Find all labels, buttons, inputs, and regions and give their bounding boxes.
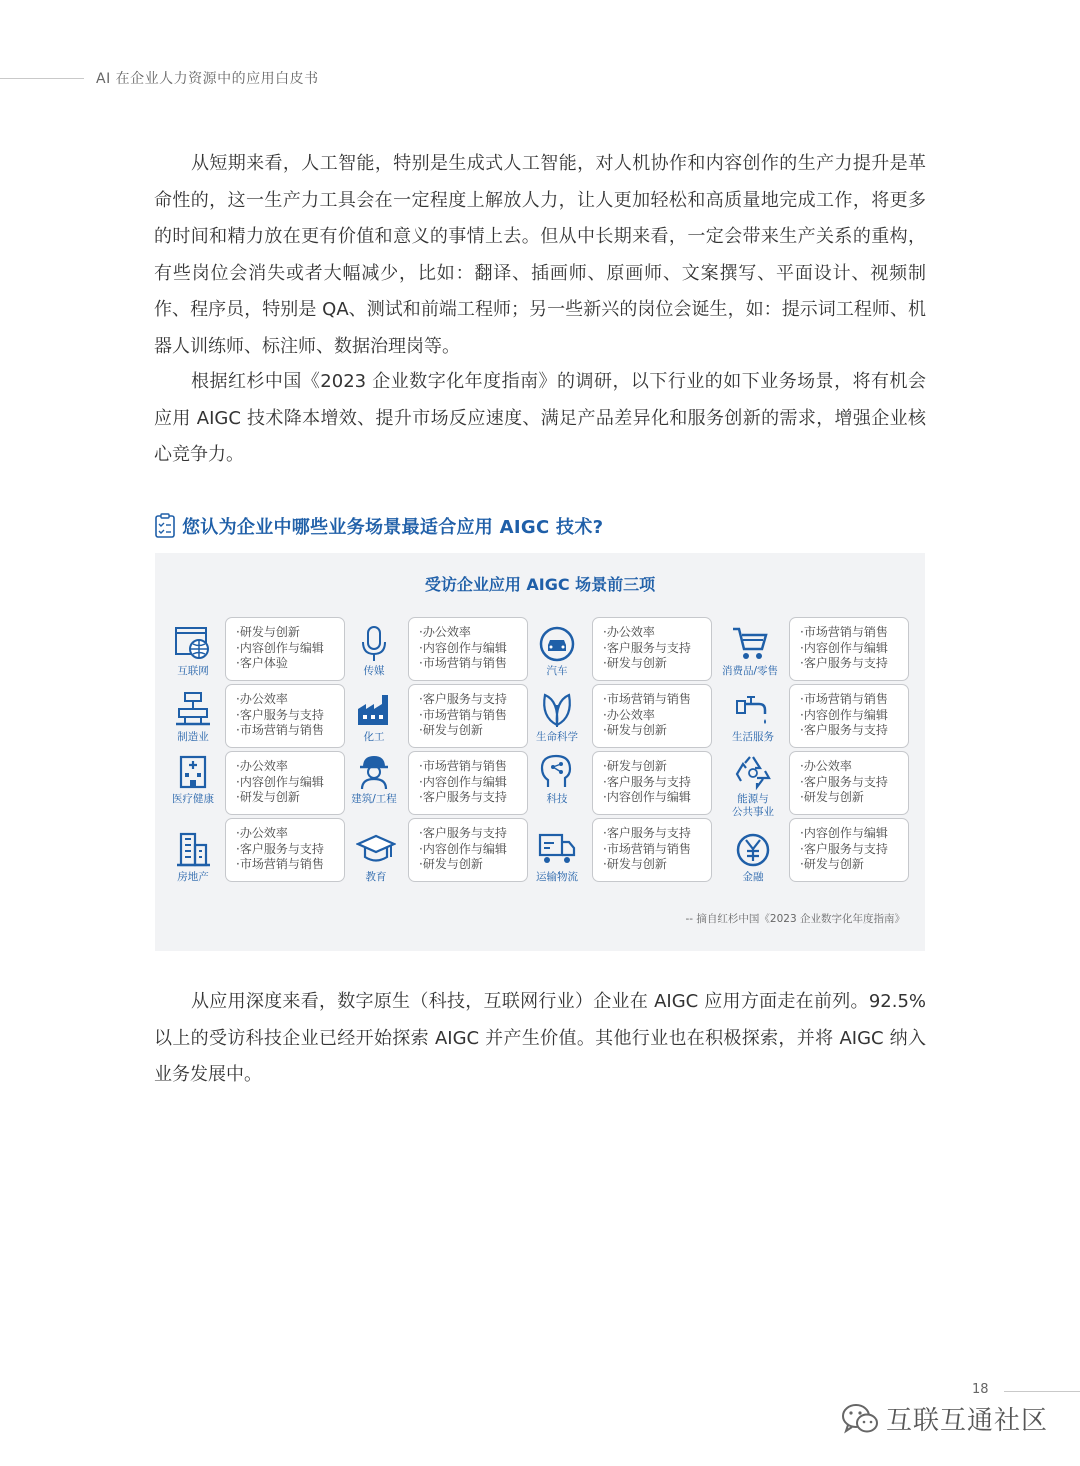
running-header: AI 在企业人力资源中的应用白皮书 xyxy=(96,71,319,87)
scenario-item: ·客户服务与支持 xyxy=(236,707,324,722)
scenario-item: ·市场营销与销售 xyxy=(419,707,507,722)
scenario-item: ·市场营销与销售 xyxy=(419,656,507,670)
scenario-item: ·研发与创新 xyxy=(603,759,667,773)
yen-coin-icon xyxy=(733,831,773,869)
scenario-item: ·研发与创新 xyxy=(419,857,483,871)
leaf-icon xyxy=(537,691,577,729)
scenario-box xyxy=(592,751,712,815)
scenario-item: ·内容创作与编辑 xyxy=(236,640,324,655)
scenario-box xyxy=(225,818,345,882)
scenario-item: ·客户服务与支持 xyxy=(800,656,888,670)
industry-logistics xyxy=(527,831,587,884)
industry-internet xyxy=(163,625,223,678)
industry-label: 生活服务 xyxy=(732,731,774,743)
watermark xyxy=(840,1400,1048,1437)
scenario-item: ·客户体验 xyxy=(236,656,288,670)
scenario-item: ·办公效率 xyxy=(419,625,471,639)
industry-consumer-retail xyxy=(720,625,780,678)
industry-label: 制造业 xyxy=(177,731,209,743)
scenario-item: ·客户服务与支持 xyxy=(800,774,888,789)
industry-label: 消费品/零售 xyxy=(721,665,779,677)
scenario-item: ·市场营销与销售 xyxy=(236,857,324,871)
industry-manufacturing xyxy=(163,691,223,744)
scenario-item: ·研发与创新 xyxy=(603,656,667,670)
scenario-item: ·客户服务与支持 xyxy=(419,790,507,804)
scenario-box xyxy=(408,617,528,681)
scenario-item: ·市场营销与销售 xyxy=(236,723,324,737)
head-network-icon xyxy=(537,753,577,791)
industry-label: 科技 xyxy=(546,793,568,805)
page-number: 18 xyxy=(972,1382,989,1397)
scenario-box xyxy=(225,684,345,748)
industry-energy-utilities xyxy=(723,753,783,819)
industry-label: 能源与 公共事业 xyxy=(732,793,774,818)
scenario-item: ·内容创作与编辑 xyxy=(419,640,507,655)
scenario-item: ·办公效率 xyxy=(603,707,655,722)
industry-media xyxy=(344,625,404,678)
scenario-item: ·市场营销与销售 xyxy=(419,759,507,773)
scenario-item: ·办公效率 xyxy=(236,759,288,773)
header-rule xyxy=(0,78,84,79)
paragraph-3: 从应用深度来看，数字原生（科技，互联网行业）企业在 AIGC 应用方面走在前列。92.5%以上的受访科技企业已经开始探索 AIGC 并产生价值。其他行业也在积极探索，并将 AIGC 纳入业务发展中。 xyxy=(154,991,926,1085)
paragraph-1: 从短期来看，人工智能，特别是生成式人工智能，对人机协作和内容创作的生产力提升是革命性的，这一生产力工具会在一定程度上解放人力，让人更加轻松和高质量地完成工作，将更多的时间和精力放在更有价值和意义的事情上去。但从中长期来看，一定会带来生产关系的重构，有些岗位会消失或者大幅减少，比如：翻译、插画师、原画师、文案撰写、平面设计、视频制作、程序员，特别是 QA、测试和前端工程师；另一些新兴的岗位会诞生，如：提示词工程师、机器人训练师、标注师、数据治理岗等。 xyxy=(154,153,926,357)
car-icon xyxy=(537,625,577,663)
industry-education xyxy=(346,831,406,884)
worker-helmet-icon xyxy=(354,753,394,791)
scenario-item: ·研发与创新 xyxy=(236,790,300,804)
scenario-item: ·内容创作与编辑 xyxy=(419,774,507,789)
industry-label: 互联网 xyxy=(177,665,209,677)
graduation-cap-icon xyxy=(356,831,396,869)
scenario-item: ·办公效率 xyxy=(800,759,852,773)
scenario-box xyxy=(789,751,909,815)
scenario-item: ·研发与创新 xyxy=(800,790,864,804)
industry-label: 金融 xyxy=(742,871,764,883)
industry-construction xyxy=(344,753,404,806)
scenario-item: ·内容创作与编辑 xyxy=(800,826,888,840)
scenario-box xyxy=(225,617,345,681)
industry-automotive xyxy=(527,625,587,678)
scenario-box xyxy=(408,684,528,748)
industry-label: 汽车 xyxy=(546,665,568,677)
scenario-box xyxy=(592,818,712,882)
scenario-item: ·客户服务与支持 xyxy=(603,640,691,655)
scenario-item: ·内容创作与编辑 xyxy=(800,707,888,722)
industry-chemical xyxy=(344,691,404,744)
watermark-text: 互联互通社区 xyxy=(886,1406,1049,1436)
industry-label: 生命科学 xyxy=(536,731,578,743)
scenario-item: ·办公效率 xyxy=(603,625,655,639)
scenario-box xyxy=(789,818,909,882)
industry-life-services xyxy=(723,691,783,744)
industry-healthcare xyxy=(163,753,223,806)
scenario-item: ·研发与创新 xyxy=(236,625,300,639)
paragraph-2: 根据红杉中国《2023 企业数字化年度指南》的调研，以下行业的如下业务场景，将有机会应用 AIGC 技术降本增效、提升市场反应速度、满足产品差异化和服务创新的需求，增强企业核心竞争力。 xyxy=(154,371,926,465)
scenario-item: ·客户服务与支持 xyxy=(419,826,507,840)
faucet-icon xyxy=(733,691,773,729)
survey-question xyxy=(154,511,603,541)
scenario-item: ·研发与创新 xyxy=(603,857,667,871)
scenario-box xyxy=(408,818,528,882)
scenario-box xyxy=(789,684,909,748)
scenario-item: ·客户服务与支持 xyxy=(603,826,691,840)
industry-label: 化工 xyxy=(363,731,385,743)
wechat-icon xyxy=(840,1402,880,1436)
scenario-box xyxy=(225,751,345,815)
scenario-item: ·市场营销与销售 xyxy=(800,625,888,639)
recycle-icon xyxy=(733,753,773,791)
scenario-item: ·客户服务与支持 xyxy=(800,723,888,737)
scenario-item: ·研发与创新 xyxy=(603,723,667,737)
building-icon xyxy=(173,831,213,869)
scenario-box xyxy=(789,617,909,681)
footer-rule xyxy=(1004,1391,1080,1392)
scenario-item: ·客户服务与支持 xyxy=(603,774,691,789)
truck-icon xyxy=(537,831,577,869)
figure-title: 受访企业应用 AIGC 场景前三项 xyxy=(424,575,656,594)
scenario-box xyxy=(592,617,712,681)
clipboard-checklist-icon xyxy=(154,513,176,539)
scenario-item: ·市场营销与销售 xyxy=(603,841,691,856)
hospital-icon xyxy=(173,753,213,791)
scenario-box xyxy=(408,751,528,815)
globe-screen-icon xyxy=(173,625,213,663)
question-text: 您认为企业中哪些业务场景最适合应用 AIGC 技术? xyxy=(182,517,604,538)
industry-life-science xyxy=(527,691,587,744)
scenario-item: ·内容创作与编辑 xyxy=(800,640,888,655)
scenario-item: ·办公效率 xyxy=(236,692,288,706)
figure-source: -- 摘自红杉中国《2023 企业数字化年度指南》 xyxy=(685,913,905,925)
scenario-item: ·内容创作与编辑 xyxy=(236,774,324,789)
industry-label: 运输物流 xyxy=(536,871,578,883)
scenario-item: ·内容创作与编辑 xyxy=(419,841,507,856)
scenario-item: ·市场营销与销售 xyxy=(800,692,888,706)
industry-label: 房地产 xyxy=(177,871,209,883)
scenario-item: ·客户服务与支持 xyxy=(800,841,888,856)
industry-technology xyxy=(527,753,587,806)
industry-finance xyxy=(723,831,783,884)
robot-arm-icon xyxy=(173,691,213,729)
scenario-box xyxy=(592,684,712,748)
industry-label: 医疗健康 xyxy=(172,793,214,805)
shopping-cart-icon xyxy=(730,625,770,663)
scenario-item: ·研发与创新 xyxy=(419,723,483,737)
scenario-item: ·客户服务与支持 xyxy=(236,841,324,856)
figure-panel xyxy=(155,553,925,951)
microphone-icon xyxy=(354,625,394,663)
scenario-item: ·市场营销与销售 xyxy=(603,692,691,706)
industry-real-estate xyxy=(163,831,223,884)
scenario-item: ·内容创作与编辑 xyxy=(603,790,691,804)
scenario-item: ·办公效率 xyxy=(236,826,288,840)
industry-label: 建筑/工程 xyxy=(351,793,397,805)
industry-label: 传媒 xyxy=(363,665,385,677)
industry-label: 教育 xyxy=(365,871,387,883)
scenario-item: ·研发与创新 xyxy=(800,857,864,871)
factory-icon xyxy=(354,691,394,729)
scenario-item: ·客户服务与支持 xyxy=(419,692,507,706)
